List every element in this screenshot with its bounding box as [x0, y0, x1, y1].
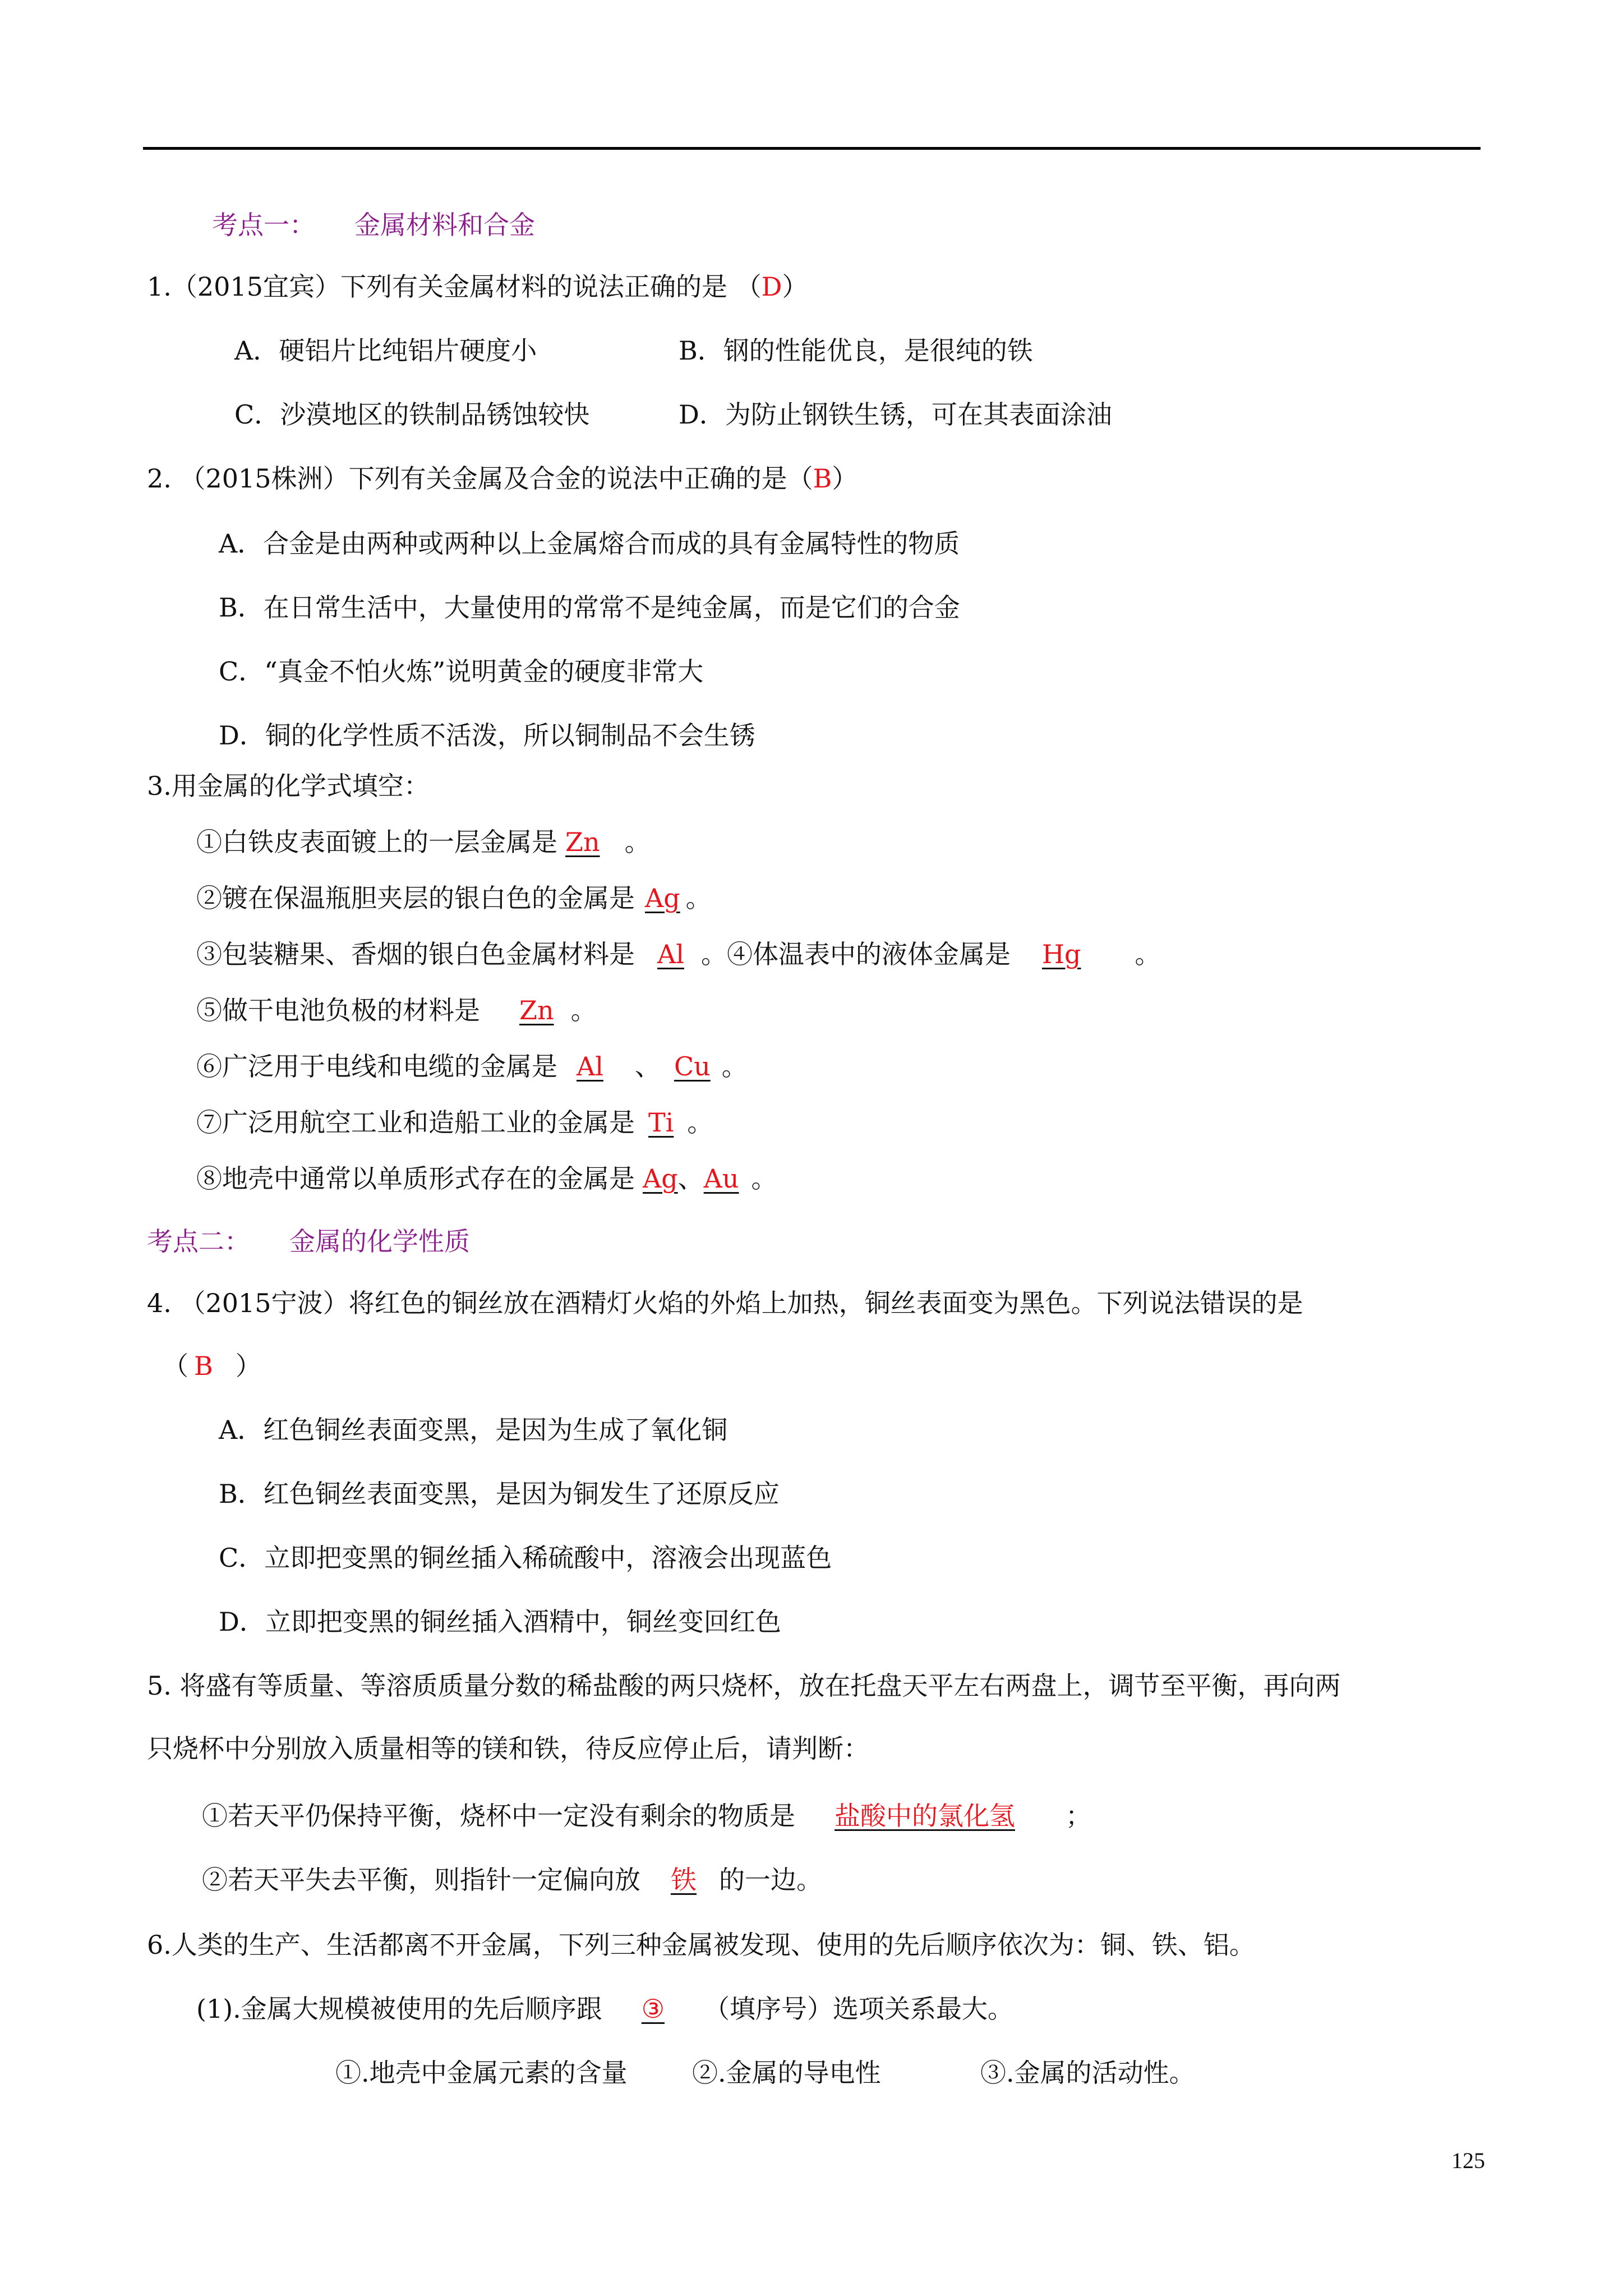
- question-6-stem: 6.人类的生产、生活都离不开金属，下列三种金属被发现、使用的先后顺序依次为：铜、铁、铝。: [147, 1930, 1255, 1960]
- answer: Al: [577, 1051, 603, 1082]
- q5-part-2: [202, 1865, 822, 1895]
- blank: [602, 1994, 704, 2024]
- blank: [635, 1163, 678, 1194]
- punct: 。: [685, 883, 712, 913]
- answer: Ti: [648, 1107, 674, 1138]
- blank: [704, 1163, 751, 1194]
- answer: B: [813, 463, 832, 494]
- item-text: ⑤做干电池负极的材料是: [196, 995, 480, 1025]
- blank: [557, 1051, 635, 1082]
- item-text: ③包装糖果、香烟的银白色金属材料是: [196, 939, 635, 969]
- answer: Au: [703, 1163, 739, 1194]
- item-text: ②镀在保温瓶胆夹层的银白色的金属是: [196, 883, 635, 913]
- q2-option-c: C．“真金不怕火炼”说明黄金的硬度非常大: [219, 656, 704, 687]
- bracket: ）: [235, 1351, 261, 1381]
- answer: 铁: [671, 1865, 697, 1895]
- section-heading-1: [212, 210, 535, 241]
- punct: ；: [1066, 1801, 1091, 1831]
- punct: 。: [751, 1163, 777, 1194]
- question-text: 2. （2015株洲）下列有关金属及合金的说法中正确的是（: [147, 463, 813, 494]
- q4-option-d: D．立即把变黑的铜丝插入酒精中，铜丝变回红色: [219, 1607, 781, 1637]
- question-5-stem-line-1: 5. 将盛有等质量、等溶质质量分数的稀盐酸的两只烧杯，放在托盘天平左右两盘上，调节至平衡，再向两: [147, 1671, 1341, 1701]
- item-text: ⑦广泛用航空工业和造船工业的金属是: [196, 1107, 635, 1138]
- item-text: ⑧地壳中通常以单质形式存在的金属是: [196, 1163, 635, 1194]
- q3-item-5: [196, 995, 597, 1026]
- q3-item-6: [196, 1051, 748, 1082]
- answer: Hg: [1041, 939, 1081, 969]
- blank: [1011, 939, 1135, 969]
- blank: [640, 1865, 719, 1895]
- q6-part-1: [196, 1994, 1013, 2024]
- section-title: 金属材料和合金: [354, 210, 535, 240]
- blank: [635, 1107, 687, 1138]
- q5-part-1: [202, 1801, 1091, 1832]
- q2-option-d: D．铜的化学性质不活泼，所以铜制品不会生锈: [219, 720, 755, 751]
- bracket: ）: [782, 272, 808, 302]
- header-rule: [143, 147, 1481, 150]
- section-label: 考点二：: [147, 1226, 250, 1257]
- section-title: 金属的化学性质: [289, 1226, 470, 1257]
- section-heading-2: [147, 1226, 470, 1257]
- bracket: （: [163, 1351, 188, 1381]
- blank: [480, 995, 571, 1025]
- question-text: 1.（2015宜宾）下列有关金属材料的说法正确的是 （: [147, 272, 762, 302]
- answer: D: [761, 272, 782, 302]
- item-text: 。④体温表中的液体金属是: [700, 939, 1011, 969]
- answer: Zn: [565, 827, 600, 857]
- item-text: ⑥广泛用于电线和电缆的金属是: [196, 1051, 557, 1082]
- q1-option-d: D．为防止钢铁生锈，可在其表面涂油: [679, 399, 1112, 430]
- punct: 、: [677, 1163, 704, 1194]
- q1-option-c: C．沙漠地区的铁制品锈蚀较快: [234, 399, 590, 430]
- q2-option-b: B．在日常生活中，大量使用的常常不是纯金属，而是它们的合金: [219, 592, 960, 623]
- punct: 的一边。: [719, 1865, 822, 1895]
- answer: Zn: [519, 995, 554, 1025]
- q4-option-b: B．红色铜丝表面变黑，是因为铜发生了还原反应: [219, 1479, 780, 1509]
- punct: 。: [570, 995, 597, 1025]
- q3-item-1: [196, 827, 651, 858]
- punct: 。: [624, 827, 651, 857]
- answer: 盐酸中的氯化氢: [834, 1801, 1015, 1831]
- q6-option-2: ②.金属的导电性: [692, 2058, 881, 2088]
- q1-option-b: B．钢的性能优良，是很纯的铁: [679, 335, 1033, 366]
- item-text: ②若天平失去平衡，则指针一定偏向放: [202, 1865, 640, 1895]
- answer: Ag: [645, 883, 680, 913]
- q3-item-7: [196, 1107, 713, 1138]
- punct: 。: [1135, 939, 1161, 969]
- question-3-stem: 3.用金属的化学式填空：: [147, 771, 430, 801]
- question-2-stem: [147, 463, 857, 494]
- q3-item-8: [196, 1163, 777, 1194]
- item-text: ①若天平仍保持平衡，烧杯中一定没有剩余的物质是: [202, 1801, 795, 1831]
- blank: [795, 1801, 1054, 1831]
- page-number: 125: [1451, 2148, 1485, 2173]
- blank: [557, 827, 625, 857]
- punct: 、: [634, 1051, 661, 1082]
- q6-option-1: ①.地壳中金属元素的含量: [335, 2058, 628, 2088]
- punct: 。: [687, 1107, 713, 1138]
- blank: [635, 939, 701, 969]
- q3-item-2: [196, 883, 712, 914]
- q4-option-c: C．立即把变黑的铜丝插入稀硫酸中，溶液会出现蓝色: [219, 1543, 832, 1573]
- q6-option-3: ③.金属的活动性。: [980, 2058, 1195, 2088]
- item-text: （填序号）选项关系最大。: [704, 1994, 1014, 2024]
- section-label: 考点一：: [212, 210, 315, 240]
- item-text: ①白铁皮表面镀上的一层金属是: [196, 827, 557, 857]
- blank: [661, 1051, 722, 1082]
- blank: [635, 883, 686, 913]
- answer: ③: [641, 1994, 665, 2024]
- question-4-stem: 4. （2015宁波）将红色的铜丝放在酒精灯火焰的外焰上加热，铜丝表面变为黑色。下列说法错误的是: [147, 1288, 1303, 1318]
- question-5-stem-line-2: 只烧杯中分别放入质量相等的镁和铁，待反应停止后，请判断：: [147, 1733, 869, 1764]
- answer: Ag: [643, 1163, 678, 1194]
- answer: Cu: [674, 1051, 711, 1082]
- question-4-answer: [163, 1351, 261, 1382]
- item-text: (1).金属大规模被使用的先后顺序跟: [196, 1994, 602, 2024]
- question-1-stem: [147, 272, 808, 302]
- q2-option-a: A．合金是由两种或两种以上金属熔合而成的具有金属特性的物质: [219, 528, 960, 559]
- punct: 。: [721, 1051, 748, 1082]
- answer: Al: [657, 939, 684, 969]
- q4-option-a: A．红色铜丝表面变黑，是因为生成了氧化铜: [219, 1415, 728, 1445]
- answer: B: [194, 1351, 213, 1381]
- bracket: ）: [832, 463, 858, 494]
- q3-item-3-4: [196, 939, 1161, 970]
- q1-option-a: A．硬铝片比纯铝片硬度小: [234, 335, 537, 366]
